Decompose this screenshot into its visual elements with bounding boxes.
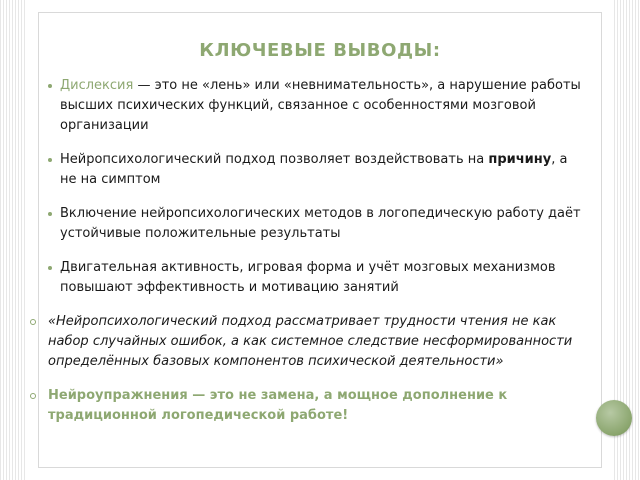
bullet-text: — это не «лень» или «невнимательность», а нарушение работы высших психических функций, связанное с особенностями мозговой организации xyxy=(60,78,581,133)
bullet-text-after: , а не на симптом xyxy=(60,152,568,187)
term-dyslexia: Дислексия xyxy=(60,78,134,93)
bullet-list xyxy=(48,76,588,440)
bullet-bold-word: причину xyxy=(488,152,552,167)
bullet-dot-icon xyxy=(48,158,52,162)
bullet-ring-icon xyxy=(30,393,36,399)
bullet-methods xyxy=(48,204,588,244)
bullet-text-before: Нейропсихологический подход позволяет воздействовать на xyxy=(60,152,489,167)
quote-text: «Нейропсихологический подход рассматривает трудности чтения не как набор случайных ошибок, а как системное следствие несформированности определённых базовых компонентов психической деятельности» xyxy=(48,314,573,369)
conclusion-text: Нейроупражнения — это не замена, а мощное дополнение к традиционной логопедической работе! xyxy=(48,388,508,423)
bullet-approach xyxy=(48,150,588,190)
bullet-dot-icon xyxy=(48,212,52,216)
bullet-activity xyxy=(48,258,588,298)
left-stripe-decoration xyxy=(0,0,26,480)
slide-title: КЛЮЧЕВЫЕ ВЫВОДЫ: xyxy=(199,40,441,61)
slide xyxy=(26,0,614,480)
bullet-dot-icon xyxy=(48,266,52,270)
conclusion-item xyxy=(30,386,588,426)
bullet-dot-icon xyxy=(48,84,52,88)
quote-item xyxy=(30,312,588,372)
bullet-dyslexia xyxy=(48,76,588,136)
bullet-text: Включение нейропсихологических методов в логопедическую работу даёт устойчивые положительные результаты xyxy=(60,206,581,241)
circle-icon[interactable] xyxy=(596,400,632,436)
bullet-ring-icon xyxy=(30,319,36,325)
bullet-text: Двигательная активность, игровая форма и учёт мозговых механизмов повышают эффективность и мотивацию занятий xyxy=(60,260,556,295)
